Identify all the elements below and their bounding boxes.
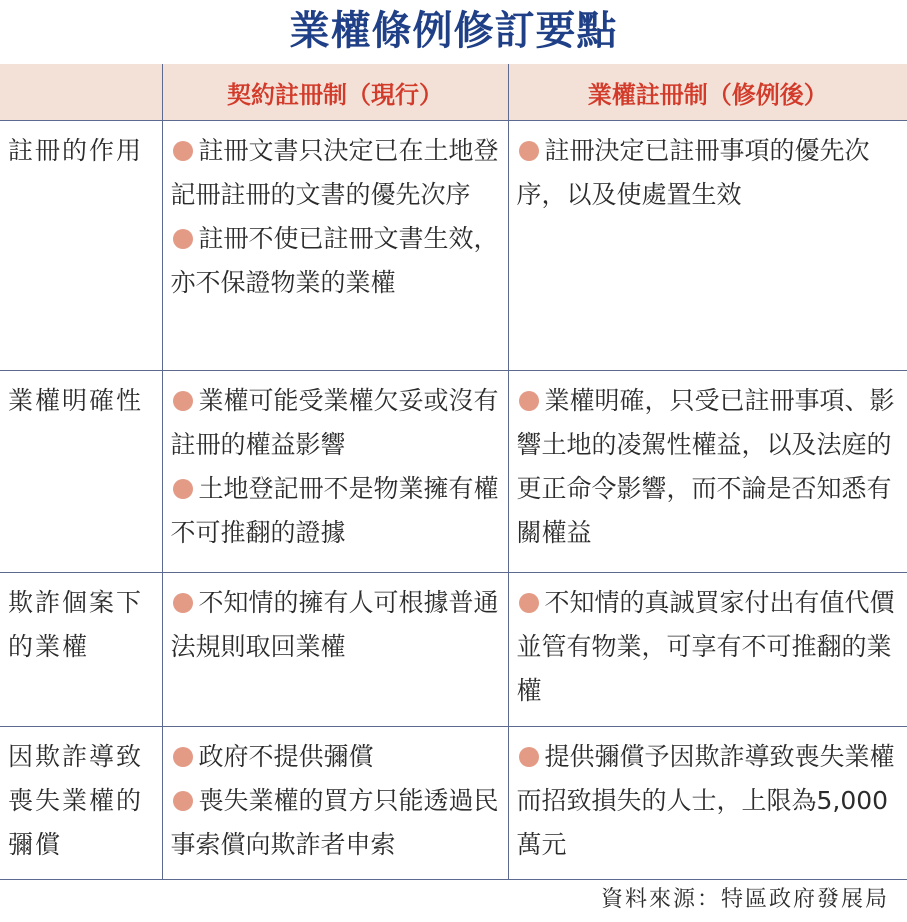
- bullet-item: [171, 581, 502, 669]
- amended-system-cell: [508, 573, 907, 727]
- bullet-item: [517, 735, 902, 867]
- header-current-system: 契約註冊制（現行）: [162, 64, 508, 121]
- source-note: 資料來源：特區政府發展局: [600, 887, 889, 912]
- row-label: 註冊的作用: [8, 136, 144, 165]
- table-row: [0, 371, 907, 573]
- bullet-item: [171, 217, 502, 305]
- table-row: [0, 727, 907, 880]
- bullet-text: 土地登記冊不是物業擁有權不可推翻的證據: [170, 474, 499, 547]
- circle-bullet-icon: [173, 593, 193, 613]
- row-label-cell: [0, 121, 162, 371]
- circle-bullet-icon: [519, 747, 539, 767]
- bullet-item: [171, 129, 502, 217]
- bullet-item: [517, 581, 902, 713]
- bullet-text: 註冊不使已註冊文書生效，亦不保證物業的業權: [170, 224, 499, 297]
- circle-bullet-icon: [173, 141, 193, 161]
- row-label-cell: [0, 573, 162, 727]
- table-header-row: [0, 64, 907, 121]
- bullet-item: [517, 379, 902, 555]
- row-label: 因欺詐導致喪失業權的彌償: [8, 742, 144, 859]
- circle-bullet-icon: [519, 593, 539, 613]
- row-label: 欺詐個案下的業權: [8, 588, 144, 661]
- bullet-text: 喪失業權的買方只能透過民事索償向欺詐者申索: [170, 786, 499, 859]
- circle-bullet-icon: [519, 391, 539, 411]
- current-system-cell: [162, 121, 508, 371]
- bullet-item: [171, 467, 502, 555]
- header-amended-system: 業權註冊制（修例後）: [508, 64, 907, 121]
- bullet-item: [171, 735, 502, 779]
- bullet-text: 業權明確，只受已註冊事項、影響土地的凌駕性權益，以及法庭的更正命令影響，而不論是否知悉有關權益: [516, 386, 895, 547]
- current-system-cell: [162, 371, 508, 573]
- circle-bullet-icon: [519, 141, 539, 161]
- header-blank: [0, 64, 162, 121]
- current-system-cell: [162, 573, 508, 727]
- bullet-text: 不知情的擁有人可根據普通法規則取回業權: [170, 588, 499, 661]
- circle-bullet-icon: [173, 747, 193, 767]
- table-row: [0, 121, 907, 371]
- comparison-table: [0, 64, 907, 880]
- table-row: [0, 573, 907, 727]
- amended-system-cell: [508, 727, 907, 880]
- bullet-item: [171, 379, 502, 467]
- row-label: 業權明確性: [8, 386, 144, 415]
- current-system-cell: [162, 727, 508, 880]
- table-body: [0, 121, 907, 880]
- row-label-cell: [0, 371, 162, 573]
- amended-system-cell: [508, 121, 907, 371]
- bullet-text: 業權可能受業權欠妥或沒有註冊的權益影響: [170, 386, 499, 459]
- bullet-item: [517, 129, 902, 217]
- bullet-text: 註冊決定已註冊事項的優先次序，以及使處置生效: [516, 136, 870, 209]
- bullet-text: 不知情的真誠買家付出有值代價並管有物業，可享有不可推翻的業權: [516, 588, 895, 705]
- circle-bullet-icon: [173, 229, 193, 249]
- amended-system-cell: [508, 371, 907, 573]
- page-title: 業權條例修訂要點: [289, 8, 618, 54]
- row-label-cell: [0, 727, 162, 880]
- circle-bullet-icon: [173, 391, 193, 411]
- circle-bullet-icon: [173, 479, 193, 499]
- bullet-text: 註冊文書只決定已在土地登記冊註冊的文書的優先次序: [170, 136, 499, 209]
- bullet-text: 提供彌償予因欺詐導致喪失業權而招致損失的人士，上限為5,000萬元: [516, 742, 895, 859]
- circle-bullet-icon: [173, 791, 193, 811]
- bullet-item: [171, 779, 502, 867]
- bullet-text: 政府不提供彌償: [198, 742, 374, 771]
